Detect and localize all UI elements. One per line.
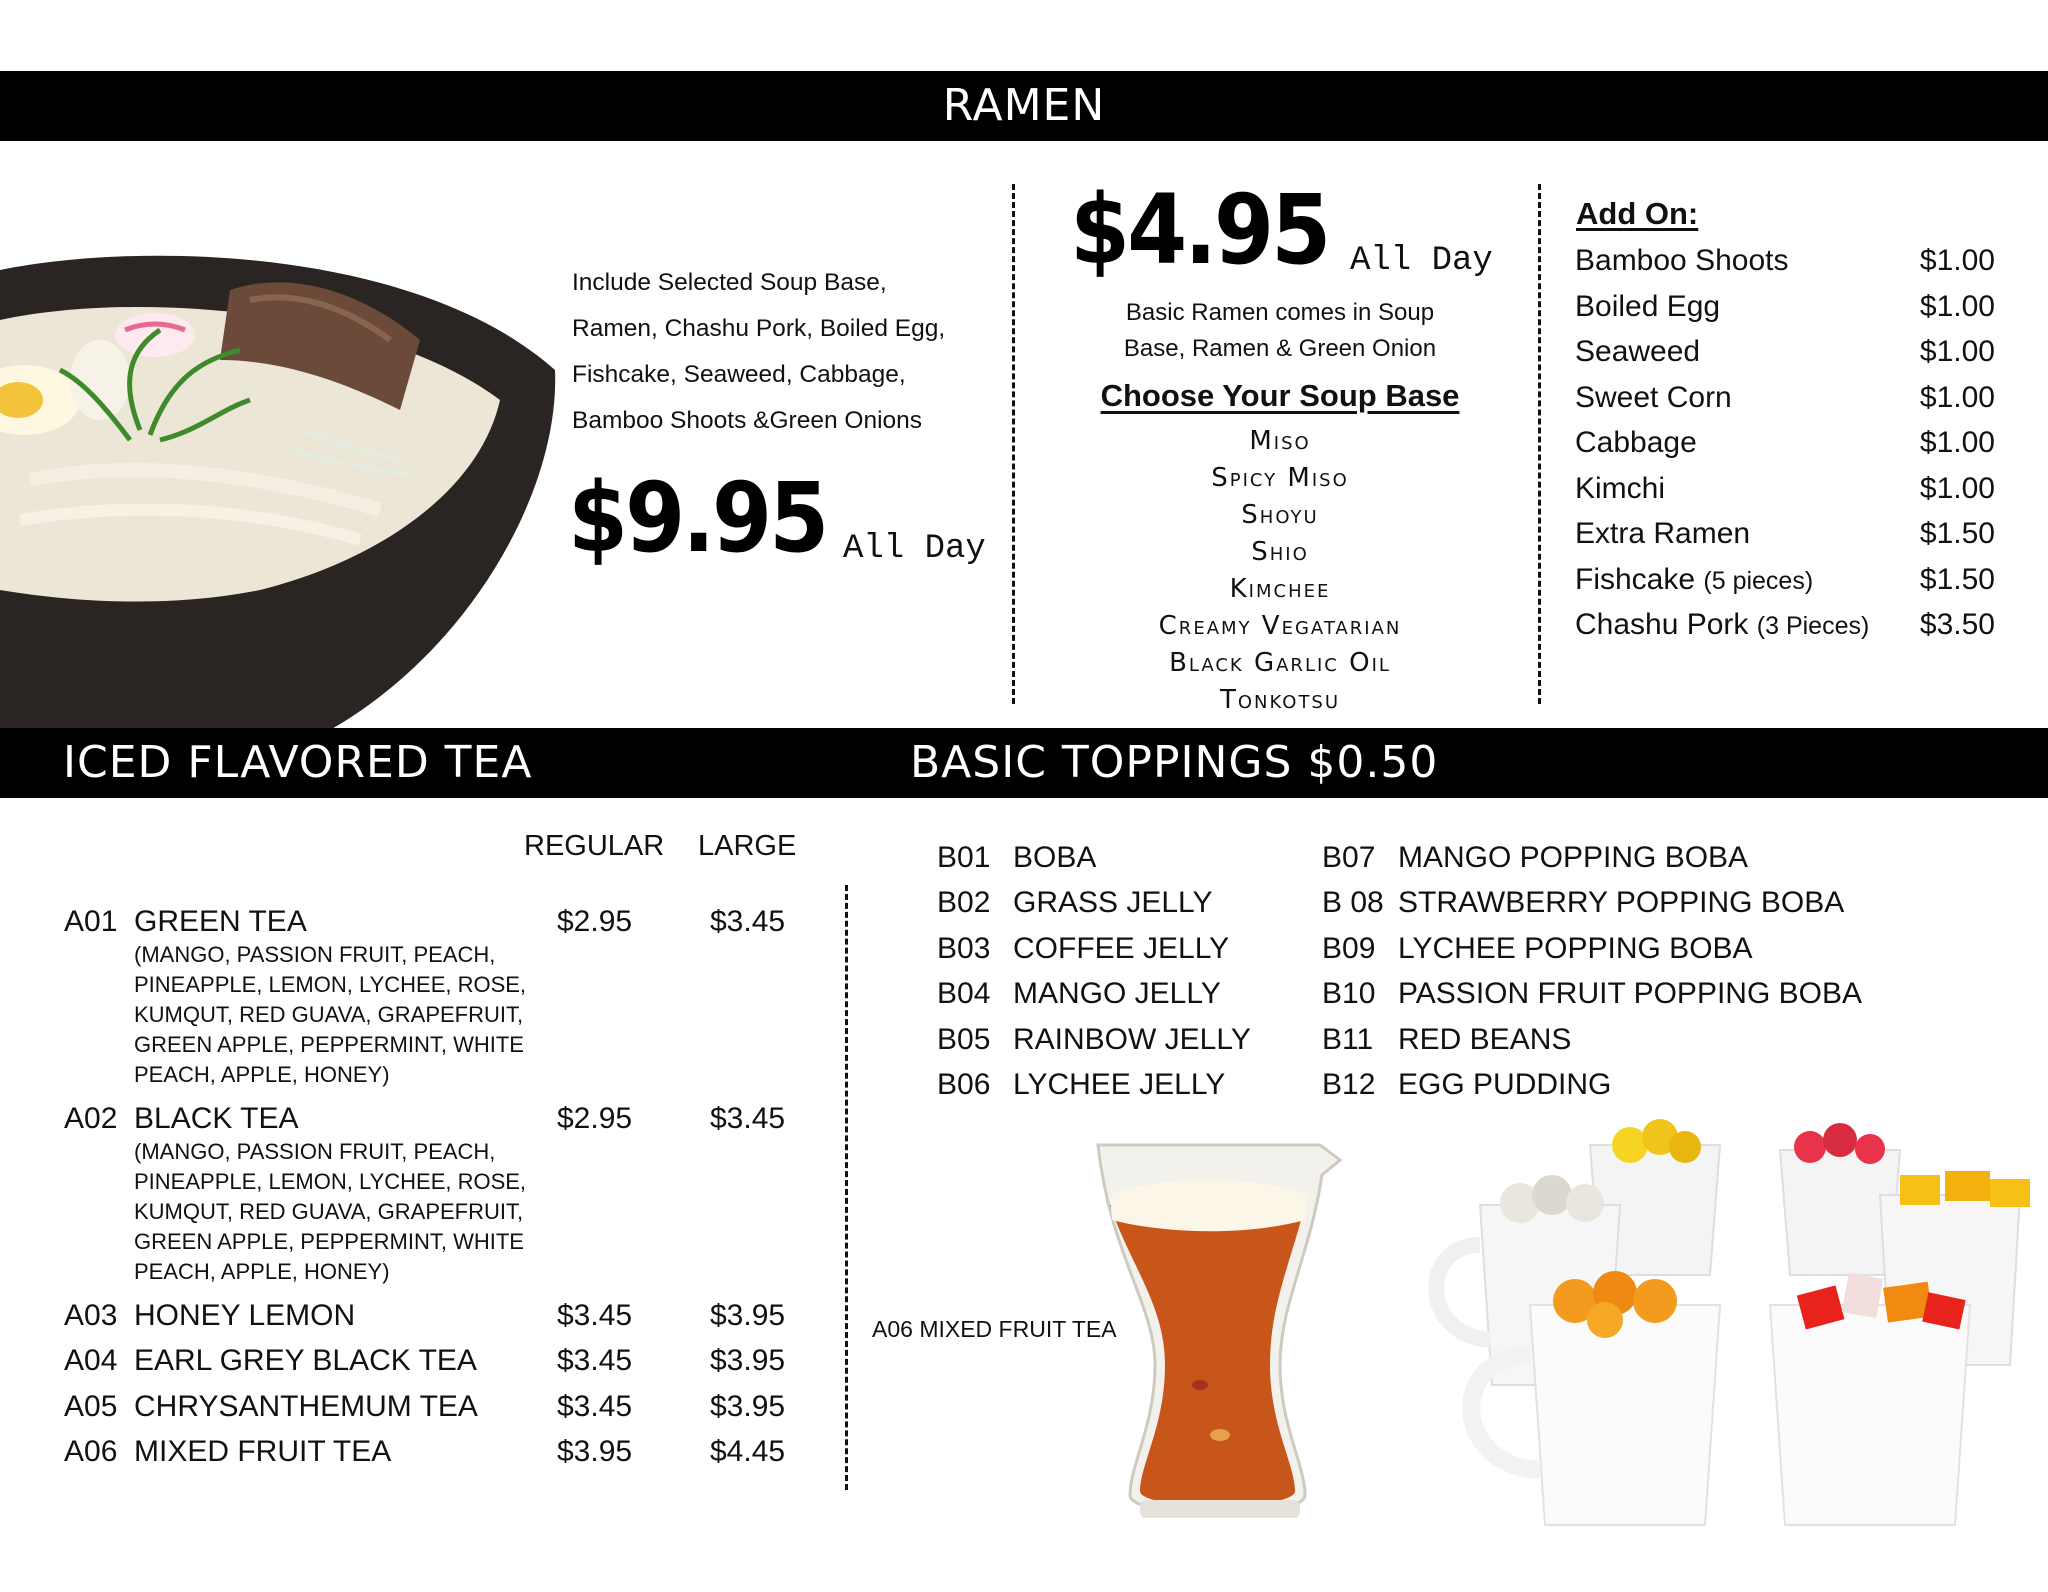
- ramen-divider-left: [1012, 184, 1015, 704]
- topping-name: BOBA: [1013, 841, 1097, 874]
- tea-price-large: $4.45: [710, 1435, 786, 1468]
- tea-price-large: $3.95: [710, 1299, 786, 1332]
- add-on-price: $1.00: [1919, 244, 1995, 277]
- tea-col-regular: REGULAR: [524, 830, 665, 862]
- topping-name: LYCHEE POPPING BOBA: [1398, 932, 1753, 965]
- add-on-row: [1575, 608, 1995, 652]
- topping-name: MANGO JELLY: [1013, 977, 1221, 1010]
- add-on-price: $3.50: [1919, 608, 1995, 641]
- add-on-name: Bamboo Shoots: [1575, 244, 1789, 277]
- add-on-price: $1.50: [1919, 517, 1995, 550]
- basic-ramen-intro-line: Base, Ramen & Green Onion: [1123, 335, 1437, 362]
- basic-ramen-price: $4.95: [1070, 174, 1329, 286]
- topping-code: B02: [937, 886, 991, 919]
- ramen-description-line: Include Selected Soup Base,: [572, 269, 887, 296]
- topping-name: RAINBOW JELLY: [1013, 1023, 1251, 1056]
- add-on-title: Add On:: [1576, 196, 1699, 231]
- topping-name: MANGO POPPING BOBA: [1398, 841, 1749, 874]
- tea-price-large: $3.95: [710, 1390, 786, 1423]
- add-on-price: $1.50: [1919, 563, 1995, 596]
- topping-name: RED BEANS: [1398, 1023, 1572, 1056]
- soup-base-item: Kimchee: [1229, 574, 1331, 604]
- soup-base-item: Shoyu: [1241, 500, 1319, 530]
- tea-code: A03: [64, 1299, 118, 1332]
- tea-col-large: LARGE: [698, 830, 797, 862]
- add-on-name: Boiled Egg: [1575, 290, 1721, 323]
- tea-price-large: $3.95: [710, 1344, 786, 1377]
- soup-base-item: Black Garlic Oil: [1169, 648, 1391, 678]
- tea-code: A05: [64, 1390, 118, 1423]
- topping-code: B01: [937, 841, 991, 874]
- soup-base-item: Spicy Miso: [1211, 463, 1349, 493]
- ramen-full-price-note: All Day: [843, 530, 986, 568]
- topping-code: B03: [937, 932, 991, 965]
- topping-name: EGG PUDDING: [1398, 1068, 1612, 1101]
- add-on-name: Chashu Pork: [1575, 608, 1749, 641]
- add-on-row: [1575, 290, 1995, 334]
- ramen-section-title: RAMEN: [942, 80, 1106, 131]
- add-on-row: [1575, 472, 1995, 516]
- topping-code: B07: [1322, 841, 1376, 874]
- add-on-price: $1.00: [1919, 335, 1995, 368]
- topping-name: COFFEE JELLY: [1013, 932, 1230, 965]
- add-on-row: [1575, 244, 1995, 288]
- topping-code: B09: [1322, 932, 1376, 965]
- tea-name: GREEN TEA: [134, 905, 307, 938]
- tea-price-regular: $2.95: [557, 905, 633, 938]
- tea-name: CHRYSANTHEMUM TEA: [134, 1390, 478, 1423]
- topping-code: B 08: [1322, 886, 1384, 919]
- tea-price-large: $3.45: [710, 1102, 786, 1135]
- add-on-row: [1575, 335, 1995, 379]
- ramen-description-line: Bamboo Shoots &Green Onions: [572, 407, 923, 434]
- tea-price-regular: $3.45: [557, 1299, 633, 1332]
- tea-code: A06: [64, 1435, 118, 1468]
- tea-code: A01: [64, 905, 118, 938]
- topping-code: B04: [937, 977, 991, 1010]
- tea-name: EARL GREY BLACK TEA: [134, 1344, 477, 1377]
- soup-base-title: Choose Your Soup Base: [1100, 378, 1460, 413]
- tea-code: A04: [64, 1344, 118, 1377]
- mixed-fruit-tea-image: [1090, 1135, 1350, 1535]
- add-on-name: Cabbage: [1575, 426, 1697, 459]
- add-on-price: $1.00: [1919, 290, 1995, 323]
- tea-divider: [845, 885, 848, 1490]
- add-on-name: Fishcake: [1575, 563, 1696, 596]
- tea-price-regular: $3.45: [557, 1390, 633, 1423]
- soup-base-item: Tonkotsu: [1219, 685, 1341, 715]
- add-on-note: (3 Pieces): [1756, 612, 1870, 640]
- topping-code: B10: [1322, 977, 1376, 1010]
- tea-name: MIXED FRUIT TEA: [134, 1435, 392, 1468]
- add-on-name: Extra Ramen: [1575, 517, 1751, 550]
- topping-code: B06: [937, 1068, 991, 1101]
- add-on-note: (5 pieces): [1703, 567, 1814, 595]
- tea-section-title: ICED FLAVORED TEA: [63, 737, 533, 788]
- tea-code: A02: [64, 1102, 118, 1135]
- tea-name: BLACK TEA: [134, 1102, 299, 1135]
- add-on-name: Sweet Corn: [1575, 381, 1732, 414]
- tea-price-large: $3.45: [710, 905, 786, 938]
- ramen-description-line: Ramen, Chashu Pork, Boiled Egg,: [572, 315, 946, 342]
- ramen-full-price: $9.95: [568, 462, 827, 574]
- topping-code: B05: [937, 1023, 991, 1056]
- topping-name: PASSION FRUIT POPPING BOBA: [1398, 977, 1862, 1010]
- photo-caption: A06 MIXED FRUIT TEA: [872, 1316, 1117, 1342]
- ramen-header-bar: [0, 71, 2048, 141]
- topping-code: B12: [1322, 1068, 1376, 1101]
- add-on-name: Seaweed: [1575, 335, 1701, 368]
- ramen-description-line: Fishcake, Seaweed, Cabbage,: [572, 361, 906, 388]
- tea-flavors: (MANGO, PASSION FRUIT, PEACH, PINEAPPLE, LEMON, LYCHEE, ROSE, KUMQUT, RED GUAVA, GRAPEFRUIT, GREEN APPLE, PEPPERMINT, WHITE PEACH, APPLE, HONEY): [134, 942, 527, 1087]
- add-on-name: Kimchi: [1575, 472, 1666, 505]
- add-on-price: $1.00: [1919, 426, 1995, 459]
- tea-toppings-header-bar: [0, 728, 2048, 798]
- soup-base-item: Creamy Vegatarian: [1158, 611, 1402, 641]
- ramen-bowl-image: [0, 230, 570, 730]
- tea-price-regular: $3.45: [557, 1344, 633, 1377]
- add-on-row: [1575, 517, 1995, 561]
- tea-flavors: (MANGO, PASSION FRUIT, PEACH, PINEAPPLE, LEMON, LYCHEE, ROSE, KUMQUT, RED GUAVA, GRAPEFRUIT, GREEN APPLE, PEPPERMINT, WHITE PEACH, APPLE, HONEY): [134, 1139, 527, 1284]
- topping-name: LYCHEE JELLY: [1013, 1068, 1226, 1101]
- add-on-price: $1.00: [1919, 381, 1995, 414]
- add-on-price: $1.00: [1919, 472, 1995, 505]
- tea-name: HONEY LEMON: [134, 1299, 356, 1332]
- soup-base-item: Miso: [1249, 426, 1311, 456]
- topping-name: GRASS JELLY: [1013, 886, 1213, 919]
- topping-code: B11: [1322, 1023, 1374, 1056]
- basic-ramen-price-note: All Day: [1350, 242, 1493, 280]
- topping-name: STRAWBERRY POPPING BOBA: [1398, 886, 1845, 919]
- toppings-section-title: BASIC TOPPINGS $0.50: [910, 737, 1439, 788]
- tea-price-regular: $3.95: [557, 1435, 633, 1468]
- basic-ramen-intro-line: Basic Ramen comes in Soup: [1125, 299, 1435, 326]
- add-on-row: [1575, 381, 1995, 425]
- tea-price-regular: $2.95: [557, 1102, 633, 1135]
- ramen-divider-right: [1538, 184, 1541, 704]
- add-on-row: [1575, 426, 1995, 470]
- soup-base-item: Shio: [1251, 537, 1309, 567]
- add-on-row: [1575, 563, 1995, 607]
- topping-cups-image: [1380, 1105, 2048, 1565]
